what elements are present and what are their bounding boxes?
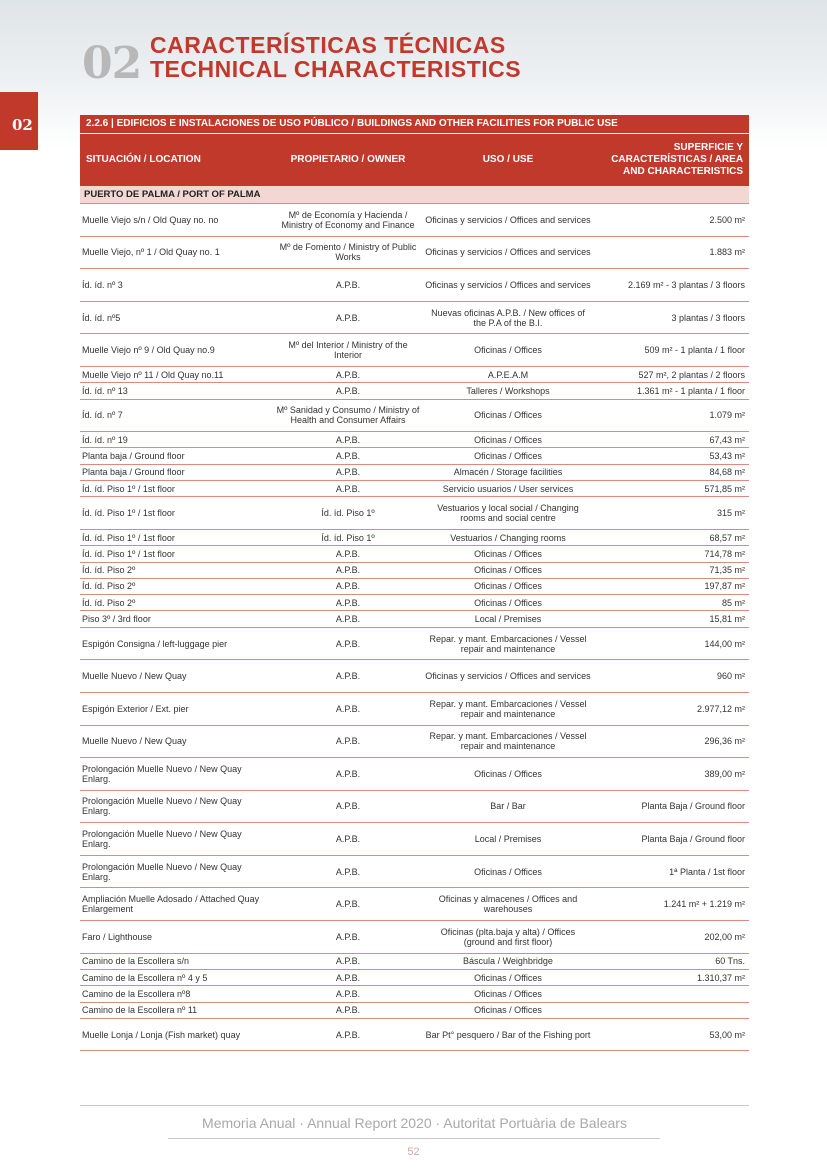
cell-location: Espigón Consigna / left-luggage pier [80, 627, 273, 660]
cell-use: Oficinas / Offices [423, 1002, 593, 1018]
cell-location: Camino de la Escollera s/n [80, 953, 273, 969]
cell-use: Local / Premises [423, 823, 593, 856]
cell-location: Muelle Viejo nº 9 / Old Quay no.9 [80, 334, 273, 367]
cell-owner: A.P.B. [273, 481, 423, 497]
table-row [80, 301, 749, 334]
cell-use: Oficinas / Offices [423, 758, 593, 791]
cell-use: Repar. y mant. Embarcaciones / Vessel repair and maintenance [423, 627, 593, 660]
cell-owner: A.P.B. [273, 953, 423, 969]
cell-use: Oficinas / Offices [423, 432, 593, 448]
cell-location: Íd. íd. nº 19 [80, 432, 273, 448]
cell-owner: Mº del Interior / Ministry of the Interior [273, 334, 423, 367]
cell-location: Íd. íd. Piso 2º [80, 562, 273, 578]
cell-owner: A.P.B. [273, 366, 423, 382]
footer-text: Memoria Anual · Annual Report 2020 · Autoritat Portuària de Balears [202, 1115, 627, 1131]
cell-area: 67,43 m² [593, 432, 749, 448]
table-row [80, 334, 749, 367]
table-row [80, 204, 749, 237]
cell-location: Camino de la Escollera nº 11 [80, 1002, 273, 1018]
cell-location: Íd. íd. Piso 2º [80, 595, 273, 611]
cell-owner: A.P.B. [273, 301, 423, 334]
cell-use: Almacén / Storage facilities [423, 464, 593, 480]
footer-divider-top [80, 1105, 749, 1106]
table-row [80, 383, 749, 399]
table-row [80, 269, 749, 302]
cell-area: 1ª Planta / 1st floor [593, 855, 749, 888]
port-heading: PUERTO DE PALMA / PORT OF PALMA [80, 186, 749, 204]
cell-area: Planta Baja / Ground floor [593, 790, 749, 823]
cell-location: Íd. íd. nº5 [80, 301, 273, 334]
cell-location: Espigón Exterior / Ext. pier [80, 692, 273, 725]
table-row [80, 1018, 749, 1051]
cell-owner: A.P.B. [273, 595, 423, 611]
cell-use: Báscula / Weighbridge [423, 953, 593, 969]
cell-use: Oficinas / Offices [423, 595, 593, 611]
cell-owner: A.P.B. [273, 790, 423, 823]
cell-area [593, 986, 749, 1002]
cell-owner: A.P.B. [273, 383, 423, 399]
cell-owner: A.P.B. [273, 660, 423, 693]
cell-location: Ampliación Muelle Adosado / Attached Quay Enlargement [80, 888, 273, 921]
page-title-es: CARACTERÍSTICAS TÉCNICAS [150, 32, 506, 58]
cell-use: Vestuarios / Changing rooms [423, 529, 593, 545]
cell-location: Muelle Lonja / Lonja (Fish market) quay [80, 1018, 273, 1051]
table-row [80, 986, 749, 1002]
cell-area: 84,68 m² [593, 464, 749, 480]
cell-use: Oficinas / Offices [423, 334, 593, 367]
cell-use: Oficinas y servicios / Offices and services [423, 660, 593, 693]
cell-area: Planta Baja / Ground floor [593, 823, 749, 856]
table-header-row [80, 134, 749, 187]
cell-area: 68,57 m² [593, 529, 749, 545]
cell-use: Oficinas / Offices [423, 578, 593, 594]
cell-owner: Íd. íd. Piso 1º [273, 529, 423, 545]
table-row [80, 692, 749, 725]
cell-owner: A.P.B. [273, 578, 423, 594]
cell-area: 2.977,12 m² [593, 692, 749, 725]
table-row [80, 236, 749, 269]
cell-area: 53,43 m² [593, 448, 749, 464]
cell-use: Oficinas y servicios / Offices and services [423, 236, 593, 269]
column-header-owner: PROPIETARIO / OWNER [273, 134, 423, 187]
cell-location: Muelle Nuevo / New Quay [80, 660, 273, 693]
cell-location: Muelle Viejo s/n / Old Quay no. no [80, 204, 273, 237]
cell-area: 571,85 m² [593, 481, 749, 497]
cell-owner: A.P.B. [273, 986, 423, 1002]
table-row [80, 969, 749, 985]
cell-use: Bar / Bar [423, 790, 593, 823]
table-row [80, 399, 749, 432]
cell-location: Íd. íd. nº 3 [80, 269, 273, 302]
cell-location: Íd. íd. Piso 1º / 1st floor [80, 481, 273, 497]
cell-location: Muelle Viejo nº 11 / Old Quay no.11 [80, 366, 273, 382]
table-row [80, 660, 749, 693]
table-row [80, 790, 749, 823]
cell-area: 197,87 m² [593, 578, 749, 594]
cell-use: Repar. y mant. Embarcaciones / Vessel repair and maintenance [423, 725, 593, 758]
table-row [80, 921, 749, 954]
cell-use: Oficinas / Offices [423, 969, 593, 985]
cell-location: Muelle Nuevo / New Quay [80, 725, 273, 758]
cell-owner: Mº de Fomento / Ministry of Public Works [273, 236, 423, 269]
cell-owner: A.P.B. [273, 1018, 423, 1051]
table-row [80, 562, 749, 578]
table-row [80, 432, 749, 448]
cell-owner: Mº Sanidad y Consumo / Ministry of Health and Consumer Affairs [273, 399, 423, 432]
table-row [80, 611, 749, 627]
table-row [80, 627, 749, 660]
cell-location: Íd. íd. Piso 1º / 1st floor [80, 497, 273, 530]
cell-location: Íd. íd. Piso 1º / 1st floor [80, 546, 273, 562]
cell-location: Íd. íd. nº 13 [80, 383, 273, 399]
cell-use: Local / Premises [423, 611, 593, 627]
cell-use: Repar. y mant. Embarcaciones / Vessel repair and maintenance [423, 692, 593, 725]
cell-owner: A.P.B. [273, 627, 423, 660]
cell-location: Muelle Viejo, nº 1 / Old Quay no. 1 [80, 236, 273, 269]
cell-area: 3 plantas / 3 floors [593, 301, 749, 334]
cell-area: 714,78 m² [593, 546, 749, 562]
cell-area: 1.361 m² - 1 planta / 1 floor [593, 383, 749, 399]
cell-owner: A.P.B. [273, 1002, 423, 1018]
cell-area: 71,35 m² [593, 562, 749, 578]
cell-owner: A.P.B. [273, 921, 423, 954]
cell-owner: A.P.B. [273, 692, 423, 725]
table-row [80, 1002, 749, 1018]
table-row [80, 888, 749, 921]
cell-owner: A.P.B. [273, 432, 423, 448]
cell-area [593, 1002, 749, 1018]
table-body [80, 186, 749, 1051]
cell-area: 2.500 m² [593, 204, 749, 237]
cell-area: 389,00 m² [593, 758, 749, 791]
cell-use: Oficinas / Offices [423, 562, 593, 578]
cell-area: 527 m², 2 plantas / 2 floors [593, 366, 749, 382]
cell-area: 1.883 m² [593, 236, 749, 269]
cell-location: Íd. íd. nº 7 [80, 399, 273, 432]
cell-location: Planta baja / Ground floor [80, 464, 273, 480]
facilities-table [80, 115, 749, 1051]
cell-use: Oficinas / Offices [423, 448, 593, 464]
cell-area: 1.310,37 m² [593, 969, 749, 985]
cell-location: Piso 3º / 3rd floor [80, 611, 273, 627]
cell-use: Oficinas y servicios / Offices and services [423, 204, 593, 237]
cell-area: 60 Tns. [593, 953, 749, 969]
table-row [80, 546, 749, 562]
cell-use: Oficinas (plta.baja y alta) / Offices (ground and first floor) [423, 921, 593, 954]
cell-area: 1.079 m² [593, 399, 749, 432]
column-header-location: SITUACIÓN / LOCATION [80, 134, 273, 187]
cell-owner: A.P.B. [273, 725, 423, 758]
cell-owner: A.P.B. [273, 855, 423, 888]
cell-use: Oficinas y servicios / Offices and services [423, 269, 593, 302]
facilities-table-container [80, 115, 749, 1051]
footer-divider-bottom [168, 1138, 660, 1139]
cell-owner: Mº de Economía y Hacienda / Ministry of Economy and Finance [273, 204, 423, 237]
cell-area: 202,00 m² [593, 921, 749, 954]
table-row [80, 529, 749, 545]
cell-area: 1.241 m² + 1.219 m² [593, 888, 749, 921]
cell-location: Prolongación Muelle Nuevo / New Quay Enlarg. [80, 855, 273, 888]
cell-use: Nuevas oficinas A.P.B. / New offices of the P.A of the B.I. [423, 301, 593, 334]
cell-use: Servicio usuarios / User services [423, 481, 593, 497]
cell-area: 296,36 m² [593, 725, 749, 758]
cell-owner: A.P.B. [273, 888, 423, 921]
table-row [80, 448, 749, 464]
cell-use: Bar Pt° pesquero / Bar of the Fishing port [423, 1018, 593, 1051]
cell-location: Prolongación Muelle Nuevo / New Quay Enlarg. [80, 758, 273, 791]
cell-area: 2.169 m² - 3 plantas / 3 floors [593, 269, 749, 302]
chapter-number: 02 [82, 38, 142, 89]
page-title-en: TECHNICAL CHARACTERISTICS [150, 56, 522, 82]
cell-owner: A.P.B. [273, 823, 423, 856]
cell-use: A.P.E.A.M [423, 366, 593, 382]
column-header-use: USO / USE [423, 134, 593, 187]
side-chapter-number: 02 [12, 116, 33, 134]
page-number: 52 [407, 1146, 420, 1158]
cell-owner: Íd. íd. Piso 1º [273, 497, 423, 530]
cell-location: Íd. íd. Piso 2º [80, 578, 273, 594]
table-row [80, 497, 749, 530]
table-row [80, 823, 749, 856]
cell-location: Planta baja / Ground floor [80, 448, 273, 464]
table-row [80, 464, 749, 480]
cell-owner: A.P.B. [273, 546, 423, 562]
cell-owner: A.P.B. [273, 758, 423, 791]
cell-area: 509 m² - 1 planta / 1 floor [593, 334, 749, 367]
table-row [80, 855, 749, 888]
column-header-area: SUPERFICIE Y CARACTERÍSTICAS / AREA AND CHARACTERISTICS [593, 134, 749, 187]
cell-use: Oficinas / Offices [423, 855, 593, 888]
cell-area: 85 m² [593, 595, 749, 611]
table-row [80, 366, 749, 382]
section-title: 2.2.6 | EDIFICIOS E INSTALACIONES DE USO PÚBLICO / BUILDINGS AND OTHER FACILITIES FOR PUBLIC USE [80, 115, 749, 134]
cell-location: Camino de la Escollera nº8 [80, 986, 273, 1002]
cell-location: Camino de la Escollera nº 4 y 5 [80, 969, 273, 985]
cell-owner: A.P.B. [273, 969, 423, 985]
cell-area: 315 m² [593, 497, 749, 530]
cell-owner: A.P.B. [273, 562, 423, 578]
cell-use: Oficinas y almacenes / Offices and warehouses [423, 888, 593, 921]
table-row [80, 725, 749, 758]
table-row [80, 578, 749, 594]
cell-use: Oficinas / Offices [423, 986, 593, 1002]
table-row [80, 758, 749, 791]
cell-use: Oficinas / Offices [423, 546, 593, 562]
cell-owner: A.P.B. [273, 464, 423, 480]
cell-use: Talleres / Workshops [423, 383, 593, 399]
cell-area: 144,00 m² [593, 627, 749, 660]
port-heading-row [80, 186, 749, 204]
cell-area: 53,00 m² [593, 1018, 749, 1051]
table-row [80, 953, 749, 969]
table-row [80, 595, 749, 611]
cell-location: Faro / Lighthouse [80, 921, 273, 954]
cell-use: Oficinas / Offices [423, 399, 593, 432]
table-row [80, 481, 749, 497]
cell-owner: A.P.B. [273, 448, 423, 464]
cell-owner: A.P.B. [273, 269, 423, 302]
cell-location: Prolongación Muelle Nuevo / New Quay Enlarg. [80, 823, 273, 856]
cell-location: Íd. íd. Piso 1º / 1st floor [80, 529, 273, 545]
cell-area: 15,81 m² [593, 611, 749, 627]
cell-area: 960 m² [593, 660, 749, 693]
cell-location: Prolongación Muelle Nuevo / New Quay Enlarg. [80, 790, 273, 823]
cell-use: Vestuarios y local social / Changing rooms and social centre [423, 497, 593, 530]
cell-owner: A.P.B. [273, 611, 423, 627]
